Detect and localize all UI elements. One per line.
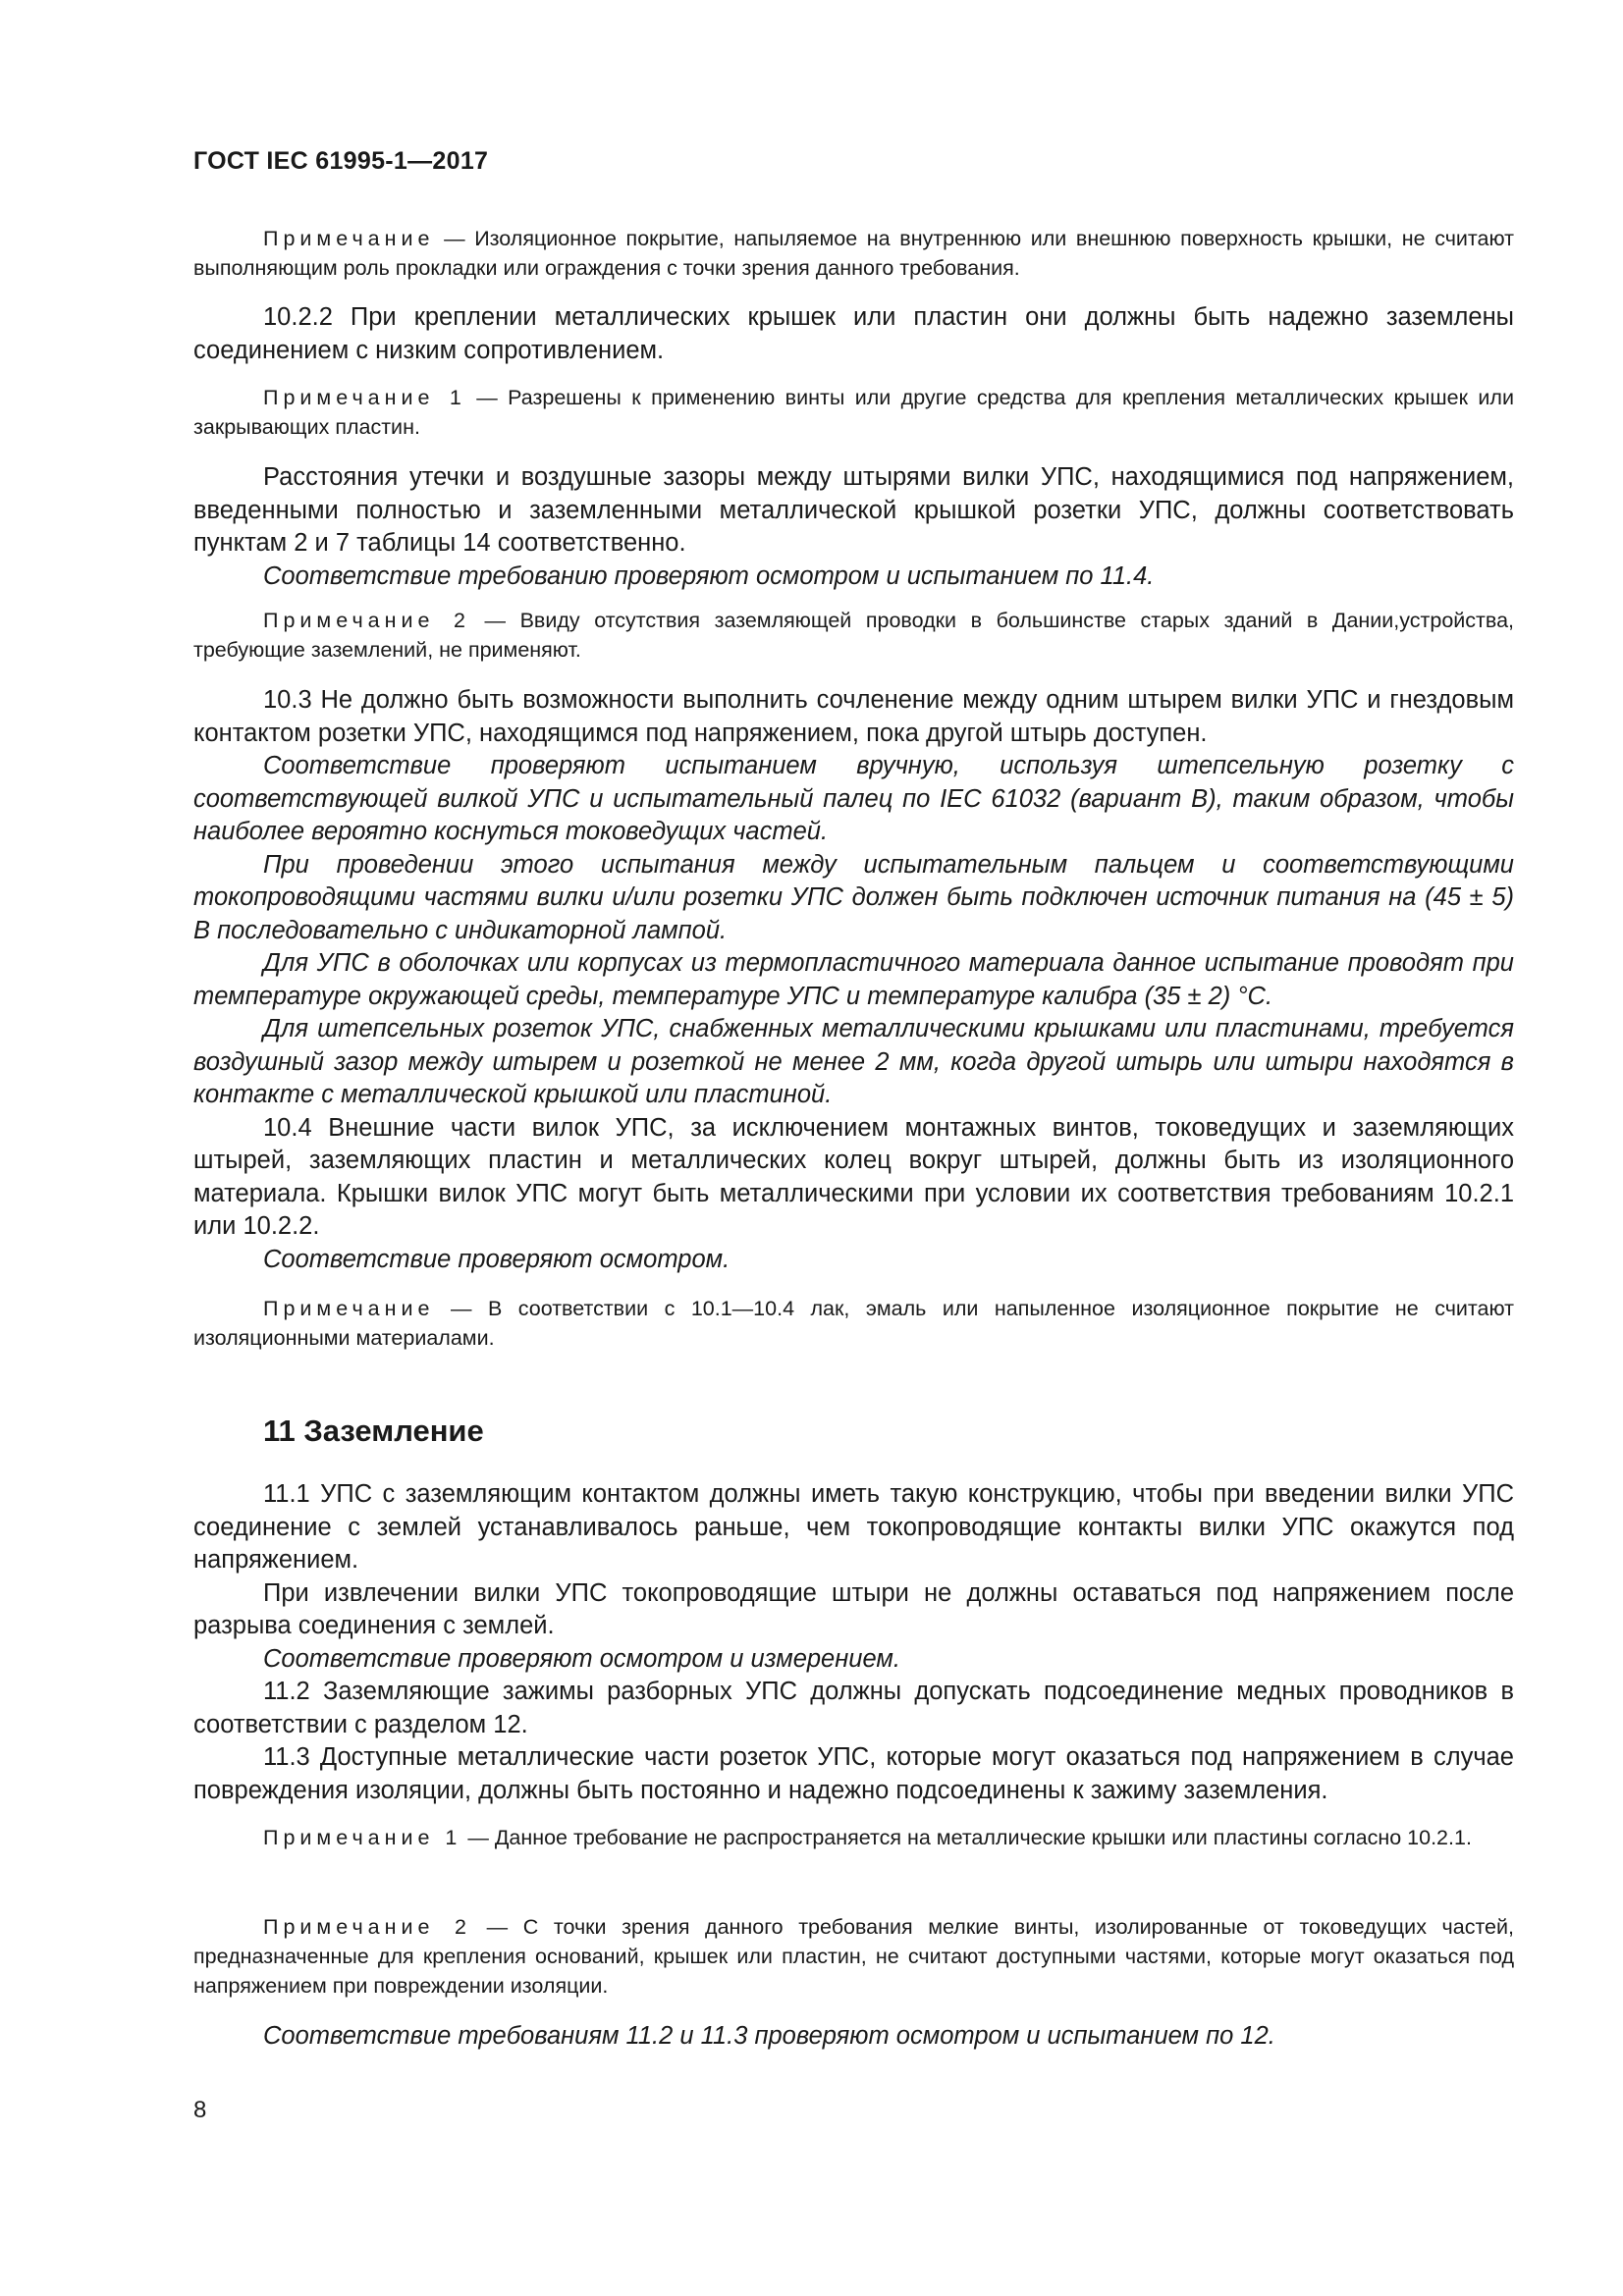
- note-text: — С точки зрения данного требования мелкие винты, изолированные от токоведущих частей, предназначенные для крепления оснований, крышек или пластин, не считают доступными частями, которые могут оказаться под напряжением при повреждении изоляции.: [193, 1915, 1515, 1998]
- paragraph: 11.1 УПС с заземляющим контактом должны иметь такую конструкцию, чтобы при введении вилки УПС соединение с землей устанавливалось раньше, чем токопроводящие контакты вилки УПС окажутся под напряжением.: [193, 1480, 1514, 1574]
- paragraph: При извлечении вилки УПС токопроводящие штыри не должны оставаться под напряжением после разрыва соединения с землей.: [193, 1578, 1514, 1639]
- paragraph: Расстояния утечки и воздушные зазоры между штырями вилки УПС, находящимися под напряжением, введенными полностью и заземленными металлической крышкой розетки УПС, должны соответствовать пунктам 2 и 7 таблицы 14 соответственно.: [193, 463, 1514, 557]
- page-number: 8: [193, 2097, 207, 2123]
- compliance-text: При проведении этого испытания между испытательным пальцем и соответствующими токопроводящими частями вилки и/или розетки УПС должен быть подключен источник питания на (45 ± 5) В последовательно с индикаторной лампой.: [193, 850, 1514, 944]
- compliance-text: Соответствие требованию проверяют осмотром и испытанием по 11.4.: [263, 561, 1155, 590]
- note-block: [193, 383, 1514, 442]
- note-label: Примечание 1: [263, 386, 466, 409]
- note-text: — Разрешены к применению винты или другие средства для крепления металлических крышек или закрывающих пластин.: [193, 386, 1514, 439]
- section-title: 11 Заземление: [263, 1414, 484, 1448]
- note-label: Примечание: [263, 227, 435, 250]
- note-text: — Ввиду отсутствия заземляющей проводки в большинстве старых зданий в Дании,устройства, требующие заземлений, не применяют.: [193, 609, 1515, 662]
- paragraph: 10.3 Не должно быть возможности выполнить сочленение между одним штырем вилки УПС и гнездовым контактом розетки УПС, находящимся под напряжением, пока другой штырь доступен.: [193, 686, 1514, 747]
- paragraph: 11.3 Доступные металлические части розеток УПС, которые могут оказаться под напряжением в случае повреждения изоляции, должны быть постоянно и надежно подсоединены к зажиму заземления.: [193, 1743, 1514, 1804]
- paragraph: 10.4 Внешние части вилок УПС, за исключением монтажных винтов, токоведущих и заземляющих штырей, заземляющих пластин и металлических колец вокруг штырей, должны быть из изоляционного материала. Крышки вилок УПС могут быть металлическими при условии их соответствия требованиям 10.2.1 или 10.2.2.: [193, 1113, 1514, 1240]
- clause-11-compliance: [193, 2020, 1514, 2054]
- standard-header: ГОСТ IEC 61995-1—2017: [193, 147, 489, 175]
- clause-10-2-2: [193, 301, 1514, 367]
- compliance-text: Соответствие требованиям 11.2 и 11.3 проверяют осмотром и испытанием по 12.: [263, 2022, 1275, 2050]
- compliance-text: Для штепсельных розеток УПС, снабженных металлическими крышками или пластинами, требуется воздушный зазор между штырем и розеткой не менее 2 мм, когда другой штырь или штыри находятся в контакте с металлической крышкой или пластиной.: [193, 1015, 1514, 1108]
- note-text: — В соответствии с 10.1—10.4 лак, эмаль или напыленное изоляционное покрытие не считают изоляционными материалами.: [193, 1297, 1514, 1350]
- compliance-text: Соответствие проверяют осмотром.: [263, 1245, 730, 1273]
- note-label: Примечание 1: [263, 1826, 462, 1849]
- note-label: Примечание 2: [263, 609, 470, 632]
- note-text: — Изоляционное покрытие, напыляемое на внутреннюю или внешнюю поверхность крышки, не считают выполняющим роль прокладки или ограждения с точки зрения данного требования.: [193, 227, 1514, 280]
- note-block: [193, 606, 1514, 665]
- paragraph: 10.2.2 При креплении металлических крышек или пластин они должны быть надежно заземлены соединением с низким сопротивлением.: [193, 303, 1514, 364]
- clause-11: [193, 1478, 1514, 1807]
- compliance-text: Для УПС в оболочках или корпусах из термопластичного материала данное испытание проводят при температуре окружающей среды, температуре УПС и температуре калибра (35 ± 2) °С.: [193, 949, 1514, 1010]
- note-block: [193, 1294, 1514, 1353]
- note-label: Примечание: [263, 1297, 435, 1320]
- note-label: Примечание 2: [263, 1915, 472, 1939]
- paragraph: 11.2 Заземляющие зажимы разборных УПС должны допускать подсоединение медных проводников в соответствии с разделом 12.: [193, 1678, 1514, 1738]
- clause-creepage: [193, 461, 1514, 593]
- note-block: [193, 224, 1514, 283]
- note-block: [193, 1912, 1514, 2001]
- note-text: — Данное требование не распространяется на металлические крышки или пластины согласно 10.2.1.: [467, 1826, 1472, 1849]
- compliance-text: Соответствие проверяют осмотром и измерением.: [263, 1644, 900, 1673]
- clause-10-3: [193, 684, 1514, 1276]
- section-heading: [193, 1414, 1514, 1449]
- compliance-text: Соответствие проверяют испытанием вручную, используя штепсельную розетку с соответствующей вилкой УПС и испытательный палец по IEC 61032 (вариант В), таким образом, чтобы наиболее вероятно коснуться токоведущих частей.: [193, 752, 1514, 845]
- note-block: [193, 1823, 1514, 1852]
